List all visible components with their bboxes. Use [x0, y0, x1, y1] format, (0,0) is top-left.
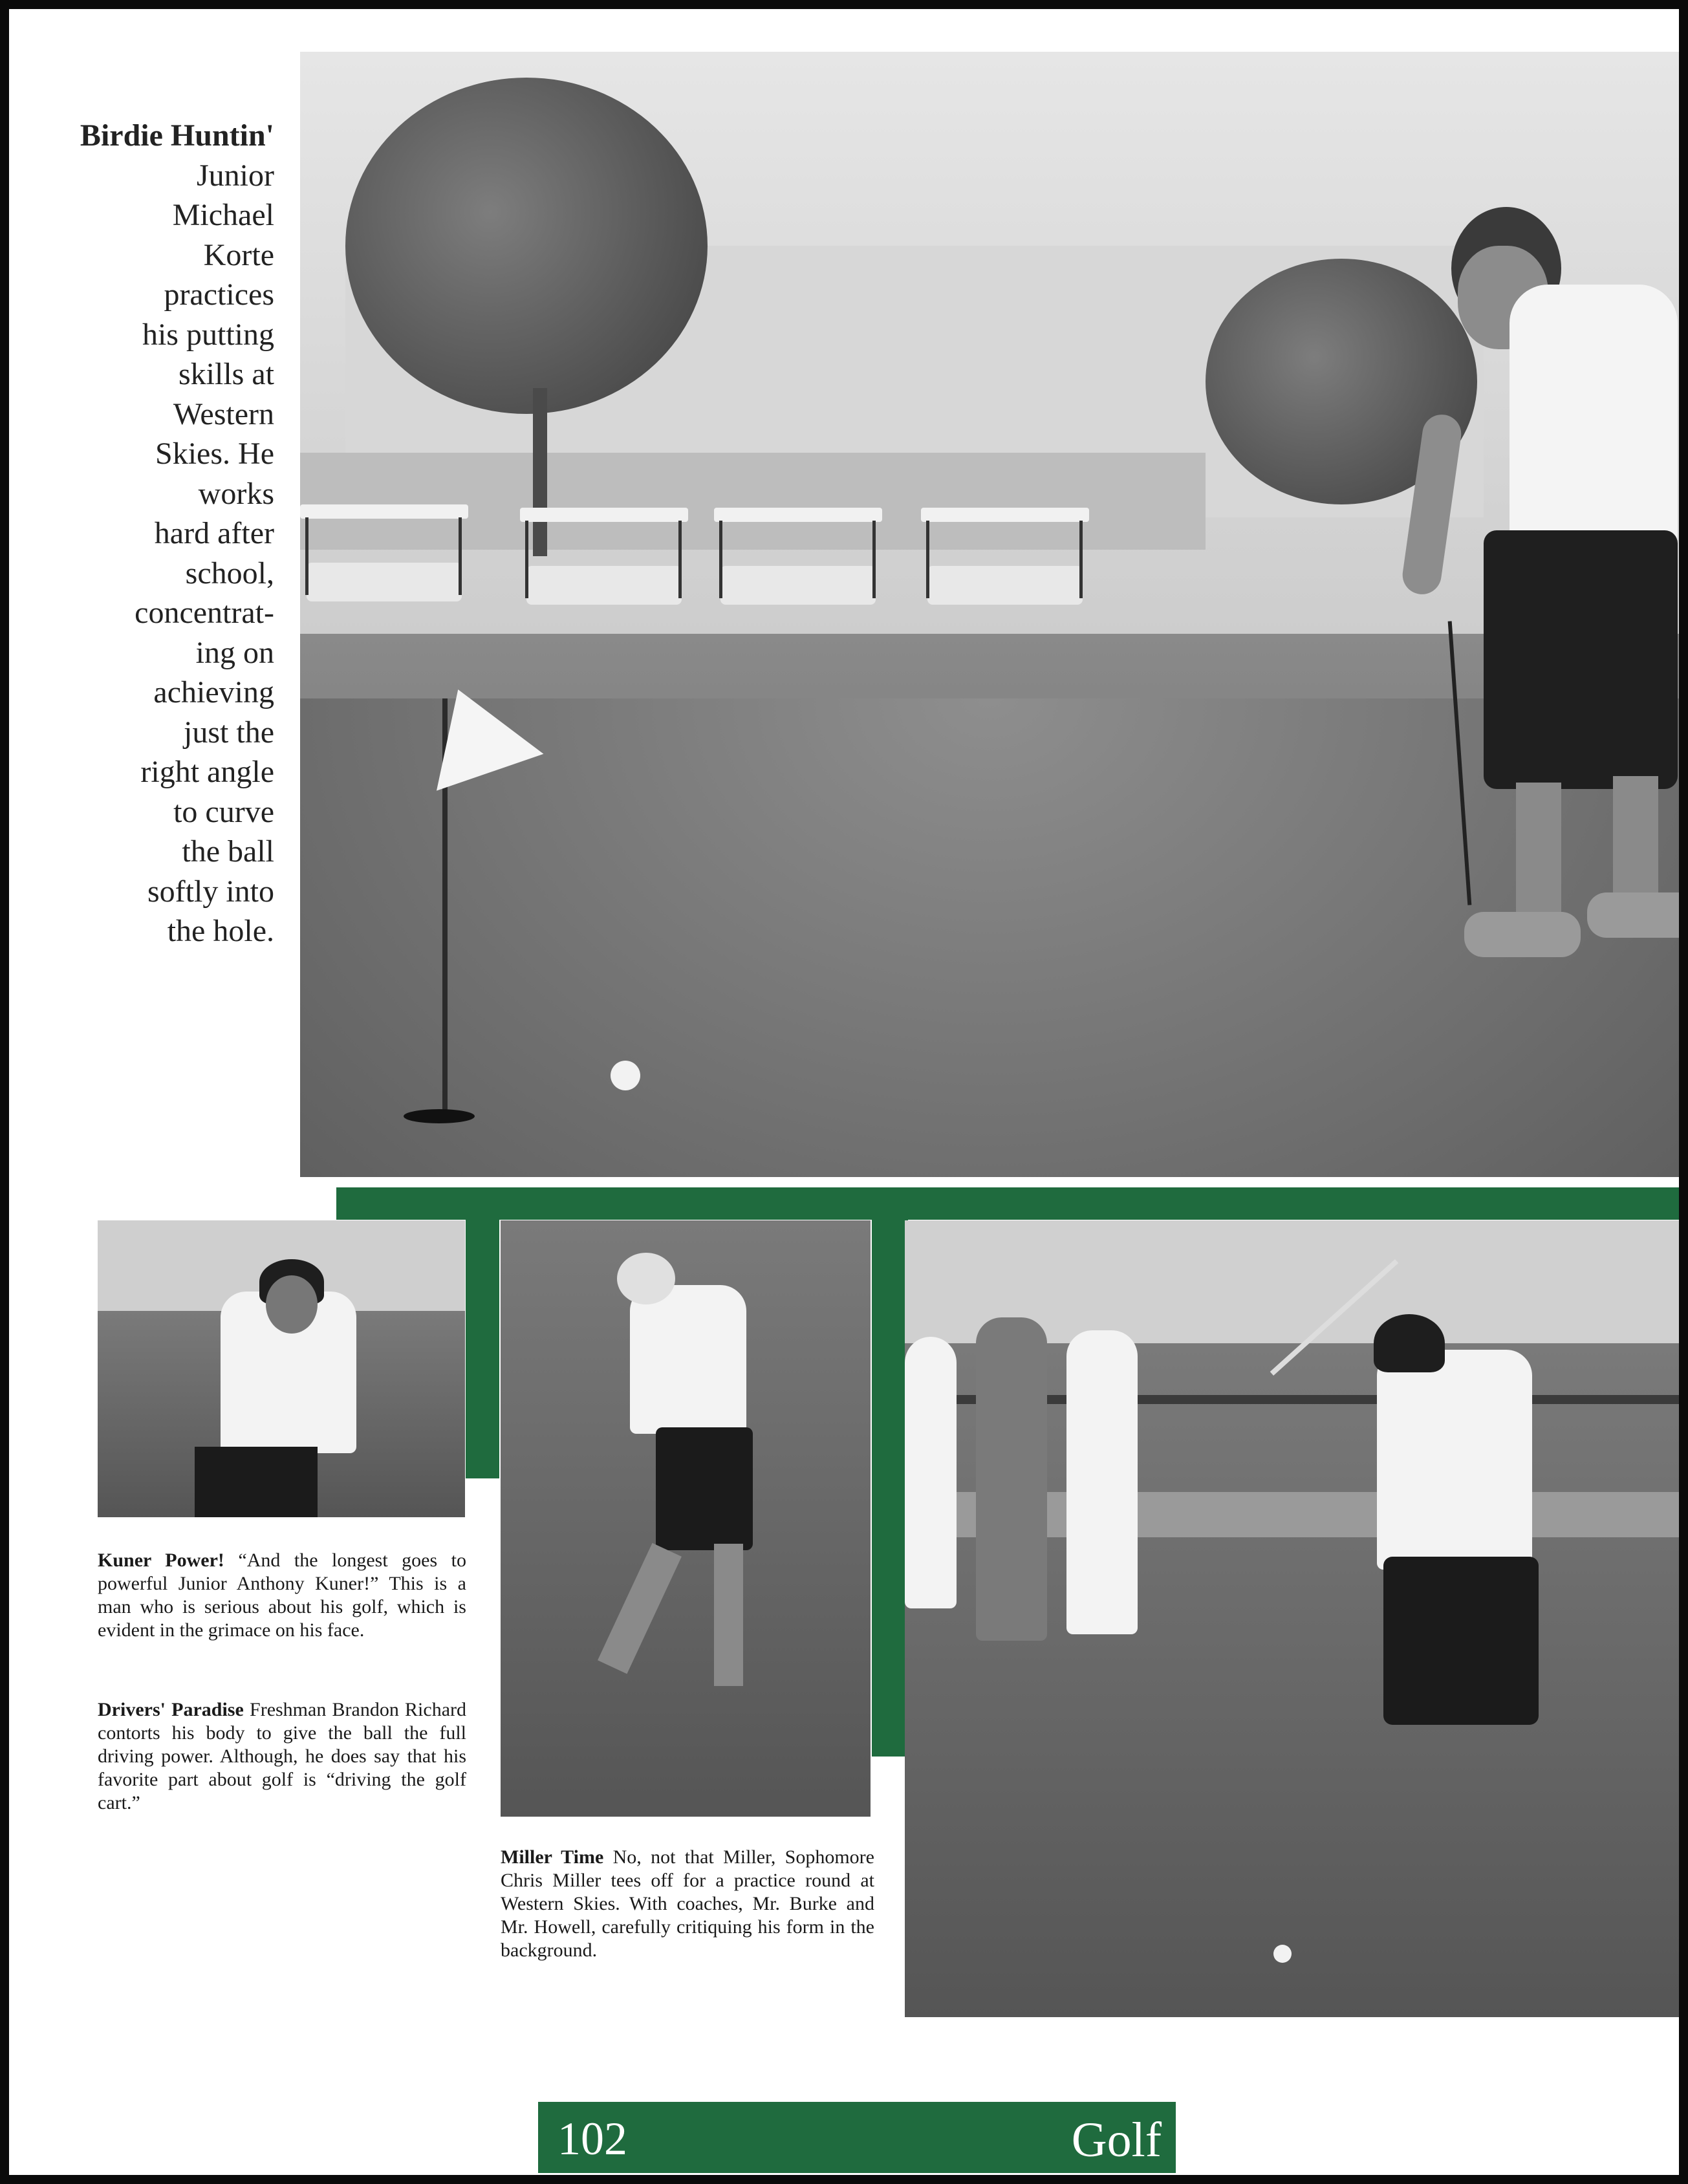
golfer-hair: [1374, 1314, 1445, 1372]
main-caption-line: practices: [164, 277, 274, 312]
section-title: Golf: [1071, 2113, 1162, 2167]
golf-ball: [611, 1061, 640, 1090]
main-caption-line: Western: [173, 396, 274, 431]
golfer-pants: [195, 1447, 318, 1517]
main-caption-line: ing on: [195, 635, 274, 670]
golf-cart: [520, 508, 688, 605]
golf-hole: [404, 1109, 475, 1123]
kuner-caption-text: “And the longest goes to powerful Junior Anthony Kuner!” This is a man who is serious about his golf, which is evident in the grimace on his face.: [98, 1550, 467, 1641]
miller-caption-text: No, not that Miller, Sophomore Chris Miller tees off for a practice round at Western Skies. With coaches, Mr. Burke and Mr. Howell, carefully critiquing his form in the background.: [501, 1846, 874, 1961]
golfer-shorts: [1484, 530, 1678, 789]
main-putting-photo: [300, 52, 1679, 1177]
main-caption-line: just the: [184, 715, 274, 750]
golf-cart: [300, 504, 468, 601]
kuner-caption: [98, 1549, 466, 1642]
main-caption-line: concentrat-: [135, 596, 274, 630]
yearbook-page: [9, 9, 1679, 2175]
coach-burke: [976, 1317, 1047, 1641]
kuner-caption-title: Kuner Power!: [98, 1550, 224, 1571]
main-caption-line: school,: [185, 556, 274, 590]
main-caption-line: works: [198, 476, 274, 511]
golf-cart: [921, 508, 1089, 605]
drivers-photo: [501, 1220, 871, 1817]
spectator: [905, 1337, 957, 1608]
drivers-caption: [98, 1698, 466, 1815]
golfer-cap: [617, 1253, 675, 1304]
main-caption-line: right angle: [140, 755, 274, 789]
golfer-shirt: [1377, 1350, 1532, 1570]
coach-howell: [1066, 1330, 1138, 1634]
main-caption-line: hard after: [154, 516, 274, 550]
main-photo-caption: [74, 116, 274, 951]
main-caption-line: to curve: [173, 794, 274, 829]
accent-band-top: [336, 1187, 1679, 1220]
golfer-shorts: [656, 1427, 753, 1550]
main-caption-line: the hole.: [167, 914, 274, 948]
main-caption-line: Skies. He: [155, 437, 274, 471]
main-caption-line: Michael: [172, 198, 274, 232]
miller-photo: [905, 1220, 1679, 2017]
golfer-shorts: [1383, 1557, 1539, 1725]
main-caption-line: softly into: [147, 874, 274, 909]
main-caption-title: Birdie Huntin': [80, 118, 274, 153]
golfer-leg: [714, 1544, 743, 1686]
main-caption-line: the ball: [182, 834, 274, 869]
miller-caption: [501, 1846, 874, 1962]
drivers-caption-title: Drivers' Paradise: [98, 1699, 244, 1720]
kuner-photo: [98, 1220, 465, 1517]
main-caption-line: skills at: [178, 357, 274, 391]
golfer-shirt: [630, 1285, 746, 1434]
page-number: 102: [557, 2113, 627, 2165]
main-caption-line: Korte: [203, 237, 274, 272]
main-caption-line: achieving: [153, 675, 274, 709]
golf-cart: [714, 508, 882, 605]
main-caption-line: Junior: [197, 158, 274, 193]
page-footer: [538, 2102, 1176, 2173]
miller-caption-title: Miller Time: [501, 1846, 604, 1868]
main-caption-line: his putting: [142, 317, 274, 352]
tree-left: [345, 78, 708, 414]
golfer-shirt: [1509, 285, 1678, 569]
accent-band-mid: [872, 1220, 908, 1757]
golf-ball: [1273, 1945, 1292, 1963]
accent-band-left: [466, 1220, 499, 1478]
drivers-caption-text: Freshman Brandon Richard contorts his body to give the ball the full driving power. Although, he does say that his favorite part about golf is “driving the golf cart.”: [98, 1699, 467, 1813]
golfer-shoe: [1464, 912, 1581, 957]
golfer-shoe: [1587, 892, 1679, 938]
golfer-face: [266, 1275, 318, 1334]
